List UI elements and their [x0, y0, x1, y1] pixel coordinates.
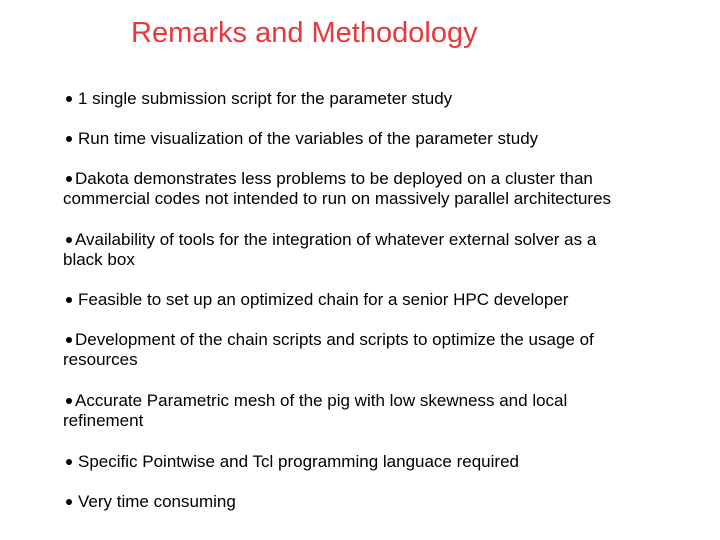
- bullet-item: [63, 169, 663, 209]
- slide-title: Remarks and Methodology: [131, 17, 478, 49]
- bullet-item: [63, 452, 663, 472]
- bullet-text-continuation: refinement: [63, 411, 144, 430]
- bullet-dot-icon: [66, 499, 72, 505]
- bullet-text-continuation: resources: [63, 350, 138, 369]
- bullet-dot-icon: [66, 337, 72, 343]
- bullet-text: Specific Pointwise and Tcl programming languace required: [78, 452, 519, 471]
- bullet-text-continuation: commercial codes not intended to run on massively parallel architectures: [63, 189, 612, 208]
- bullet-text: 1 single submission script for the parameter study: [78, 89, 453, 108]
- bullet-dot-icon: [66, 297, 72, 303]
- bullet-text: Feasible to set up an optimized chain for a senior HPC developer: [78, 290, 569, 309]
- bullet-item: [63, 129, 663, 149]
- bullet-dot-icon: [66, 96, 72, 102]
- bullet-text-continuation: black box: [63, 250, 135, 269]
- bullet-dot-icon: [66, 459, 72, 465]
- bullet-dot-icon: [66, 237, 72, 243]
- bullet-text: Availability of tools for the integration of whatever external solver as a: [75, 230, 597, 249]
- bullet-dot-icon: [66, 176, 72, 182]
- bullet-text: Dakota demonstrates less problems to be deployed on a cluster than: [75, 169, 593, 188]
- bullet-dot-icon: [66, 136, 72, 142]
- bullet-item: [63, 290, 663, 310]
- bullet-dot-icon: [66, 398, 72, 404]
- bullet-item: [63, 391, 663, 431]
- bullet-text: Development of the chain scripts and scripts to optimize the usage of: [75, 330, 594, 349]
- bullet-text: Run time visualization of the variables of the parameter study: [78, 129, 539, 148]
- bullet-item: [63, 330, 663, 370]
- bullet-text: Accurate Parametric mesh of the pig with low skewness and local: [75, 391, 568, 410]
- bullet-text: Very time consuming: [78, 492, 236, 511]
- bullet-item: [63, 230, 663, 270]
- bullet-item: [63, 89, 663, 109]
- bullet-item: [63, 492, 663, 512]
